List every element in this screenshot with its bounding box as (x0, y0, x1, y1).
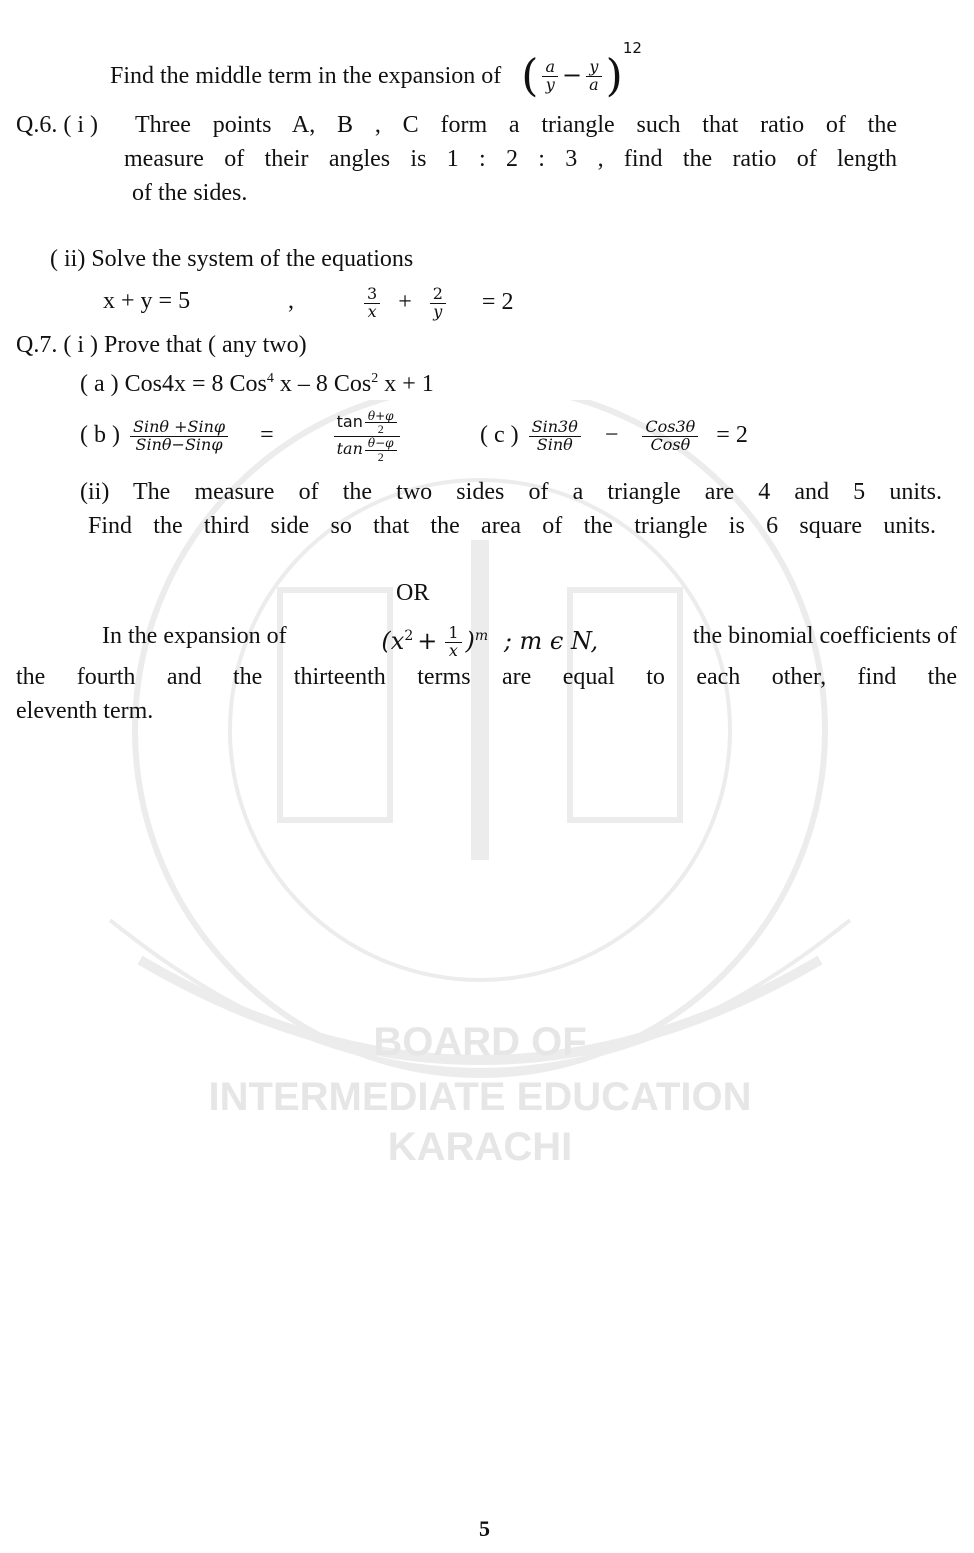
q7-label: Q.7. ( i ) Prove that ( any two) (16, 332, 307, 358)
q6-line3: of the sides. (132, 180, 248, 206)
alt-line1: In the expansion of ($x^2$ + $\frac{1}{x}$ )$^m$ ; m ϵ N, the binomial coefficients of (102, 610, 957, 662)
intro-expression: ( $\frac{a}{y}$ − $\frac{y}{a}$ )$^{12}$ (521, 39, 642, 102)
q6-ii-text: ( ii) Solve the system of the equations (50, 246, 414, 272)
alt-expression: ($x^2$ + $\frac{1}{x}$ )$^m$ ; m ϵ N, (381, 623, 599, 660)
q7-part-b: ( b ) $\frac{\text{Sinθ +Sinφ}}{\text{Sinθ−Sinφ}}$ = tan $\frac{\theta+\varphi}{2}$ tan $\frac{\theta-\varphi}{2}$ (80, 396, 404, 474)
q6-label: Q.6. ( i ) (16, 112, 98, 138)
watermark-line3: KARACHI (387, 1125, 573, 1169)
q6-eq2: $\frac{3}{x}$ + $\frac{2}{y}$ = 2 (360, 276, 513, 328)
watermark-line2: INTERMEDIATE EDUCATION (208, 1075, 752, 1119)
q7-ii-line1: (ii) The measure of the two sides of a triangle are 4 and 5 units. (80, 479, 942, 505)
q7-part-a: ( a ) Cos4x = 8 Cos$^4$ x – 8 Cos$^2$ x + 1 (80, 371, 434, 397)
right-paren: ) (605, 50, 623, 102)
alt-line3: eleventh term. (16, 698, 154, 724)
seal-inner-ring (230, 480, 730, 980)
left-paren: ( (521, 50, 539, 102)
q6-line1: Three points A, B , C form a triangle such that ratio of the (135, 112, 897, 138)
alt-line2: the fourth and the thirteenth terms are equal to each other, find the (16, 664, 957, 690)
watermark-line1: BOARD OF (373, 1020, 587, 1064)
tan-ratio: tan $\frac{\theta+\varphi}{2}$ tan $\frac{\theta-\varphi}{2}$ (334, 410, 400, 463)
intro-power: 12 (622, 39, 642, 57)
q6-comma: , (288, 288, 294, 314)
q7-ii-line2: Find the third side so that the area of the triangle is 6 square units. (88, 513, 936, 539)
or-separator: OR (396, 580, 430, 606)
q6-eq1: x + y = 5 (103, 288, 191, 314)
page-number: 5 (479, 1516, 490, 1541)
seal-ribbon (140, 960, 820, 1060)
intro-question (110, 18, 642, 102)
q7-part-c: ( c ) $\frac{\text{Sin3θ}}{\text{Sinθ}}$ − $\frac{\text{Cos3θ}}{\text{Cosθ}}$ = 2 (480, 417, 748, 454)
q6-line2: measure of their angles is 1 : 2 : 3 , find the ratio of length (124, 146, 897, 172)
intro-text: Find the middle term in the expansion of (110, 63, 502, 89)
